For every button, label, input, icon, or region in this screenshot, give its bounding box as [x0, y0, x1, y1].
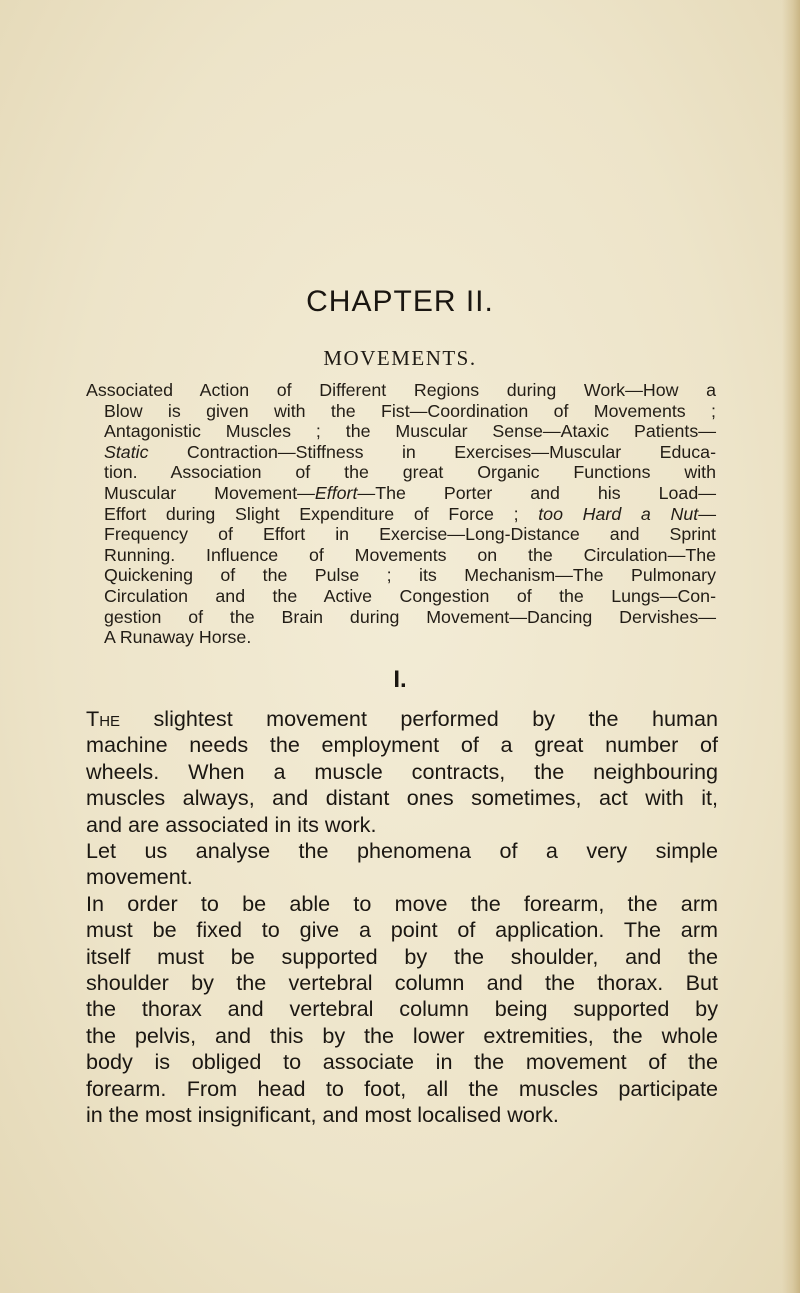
summary-italic-static: Static [104, 441, 149, 462]
body-line-rest: slightest movement performed by the human [120, 706, 718, 731]
body-line: machine needs the employment of a great number of [86, 732, 718, 758]
body-line [86, 706, 718, 732]
body-line: the thorax and vertebral column being supported by [86, 996, 718, 1022]
summary-line-part: — [698, 503, 716, 524]
body-line: muscles always, and distant ones sometimes, act with it, [86, 785, 718, 811]
page-edge-shadow [782, 0, 800, 1293]
summary-italic-effort: Effort [314, 482, 358, 503]
chapter-title: CHAPTER II. [306, 285, 494, 318]
summary-line-rest: Contraction—Stiffness in Exercises—Muscular Educa- [148, 441, 716, 462]
summary-line-part: —The Porter and his Load— [357, 482, 716, 503]
summary-italic-nut: too Hard a Nut [538, 503, 699, 524]
summary-line: A Runaway Horse. [104, 627, 252, 648]
summary-line [104, 483, 716, 504]
summary-line [104, 442, 716, 463]
summary-line: Running. Influence of Movements on the Circulation—The [104, 544, 716, 565]
summary-line: Associated Action of Different Regions during Work—How a [86, 380, 716, 400]
summary-line-part: Effort during Slight Expenditure of Force ; [104, 503, 539, 524]
body-line: Let us analyse the phenomena of a very simple [86, 838, 718, 864]
summary-line: Blow is given with the Fist—Coordination of Movements ; [104, 400, 716, 421]
part-number: I. [393, 666, 407, 693]
body-line: shoulder by the vertebral column and the thorax. But [86, 970, 718, 996]
body-line: the pelvis, and this by the lower extremities, the whole [86, 1022, 718, 1048]
summary-line: Frequency of Effort in Exercise—Long-Distance and Sprint [104, 524, 716, 545]
body-text [86, 706, 718, 1129]
summary-line: Quickening of the Pulse ; its Mechanism—The Pulmonary [104, 565, 716, 586]
body-line: must be fixed to give a point of application. The arm [86, 917, 718, 943]
body-line: In order to be able to move the forearm, the arm [86, 890, 718, 916]
summary-line: tion. Association of the great Organic Functions with [104, 462, 716, 483]
section-heading: MOVEMENTS. [323, 346, 477, 370]
opening-word: The [86, 706, 121, 731]
summary-line: Antagonistic Muscles ; the Muscular Sense—Ataxic Patients— [104, 421, 716, 442]
summary-line-part: Muscular Movement— [104, 482, 315, 503]
chapter-summary [86, 380, 716, 648]
body-line: movement. [86, 864, 193, 890]
body-line: wheels. When a muscle contracts, the neighbouring [86, 758, 718, 784]
summary-line: gestion of the Brain during Movement—Dancing Dervishes— [104, 606, 716, 627]
body-line: itself must be supported by the shoulder, and the [86, 943, 718, 969]
summary-line: Circulation and the Active Congestion of the Lungs—Con- [104, 585, 716, 606]
body-line: body is obliged to associate in the movement of the [86, 1049, 718, 1075]
body-line: in the most insignificant, and most localised work. [86, 1102, 559, 1128]
body-line: forearm. From head to foot, all the muscles participate [86, 1075, 718, 1101]
body-line: and are associated in its work. [86, 811, 377, 837]
summary-line [104, 504, 716, 525]
